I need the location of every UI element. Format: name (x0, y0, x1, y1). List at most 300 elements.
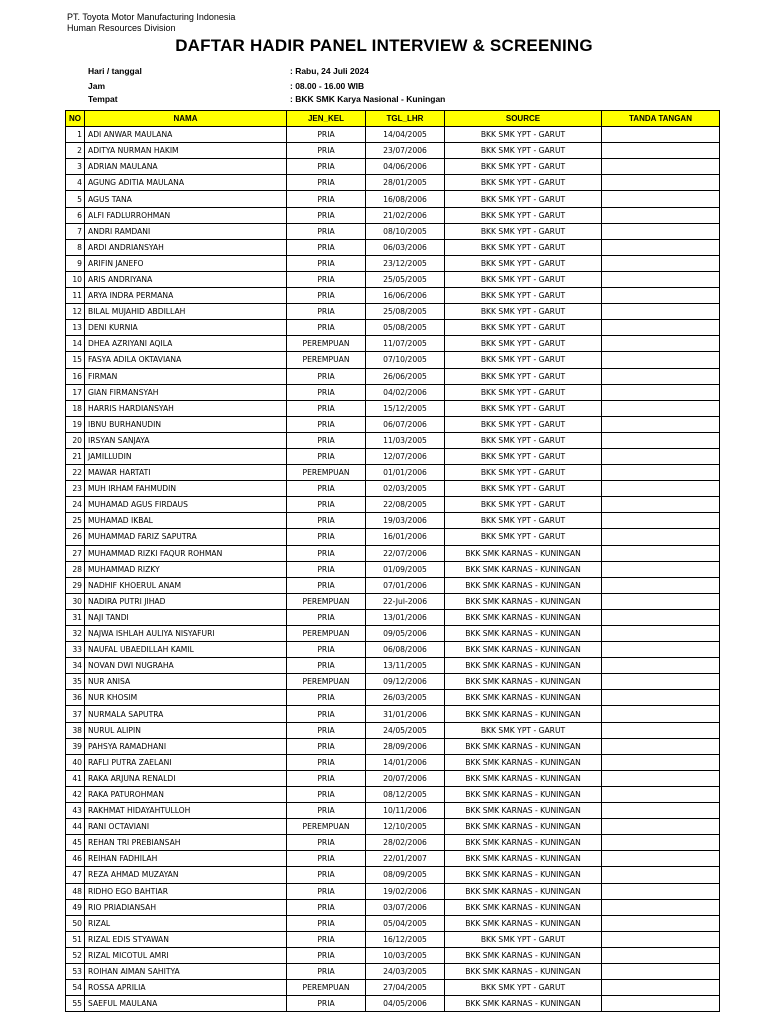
table-row (66, 545, 720, 561)
table-row (66, 996, 720, 1012)
cell-source: BKK SMK KARNAS - KUNINGAN (445, 867, 602, 883)
cell-tanda-tangan (602, 207, 720, 223)
row-number: 28 (66, 561, 85, 577)
cell-source: BKK SMK YPT - GARUT (445, 416, 602, 432)
cell-tgl-lhr: 25/08/2005 (366, 304, 445, 320)
cell-tanda-tangan (602, 143, 720, 159)
cell-tgl-lhr: 14/04/2005 (366, 127, 445, 143)
cell-source: BKK SMK KARNAS - KUNINGAN (445, 947, 602, 963)
cell-tanda-tangan (602, 803, 720, 819)
cell-tgl-lhr: 20/07/2006 (366, 770, 445, 786)
cell-source: BKK SMK KARNAS - KUNINGAN (445, 609, 602, 625)
table-row (66, 529, 720, 545)
table-row (66, 931, 720, 947)
table-row (66, 786, 720, 802)
cell-nama: ADRIAN MAULANA (85, 159, 287, 175)
row-number: 11 (66, 288, 85, 304)
cell-nama: BILAL MUJAHID ABDILLAH (85, 304, 287, 320)
row-number: 48 (66, 883, 85, 899)
row-number: 29 (66, 577, 85, 593)
cell-nama: NAJI TANDI (85, 609, 287, 625)
cell-tgl-lhr: 24/03/2005 (366, 963, 445, 979)
cell-tgl-lhr: 05/08/2005 (366, 320, 445, 336)
row-number: 51 (66, 931, 85, 947)
cell-jen-kel: PRIA (287, 754, 366, 770)
cell-tanda-tangan (602, 996, 720, 1012)
table-row (66, 851, 720, 867)
cell-jen-kel: PRIA (287, 915, 366, 931)
company-name: PT. Toyota Motor Manufacturing Indonesia (67, 12, 236, 22)
table-row (66, 561, 720, 577)
cell-jen-kel: PRIA (287, 191, 366, 207)
table-row (66, 626, 720, 642)
cell-jen-kel: PEREMPUAN (287, 626, 366, 642)
row-number: 19 (66, 416, 85, 432)
cell-nama: PAHSYA RAMADHANI (85, 738, 287, 754)
row-number: 33 (66, 642, 85, 658)
col-header-source: SOURCE (445, 111, 602, 127)
table-row (66, 947, 720, 963)
cell-source: BKK SMK YPT - GARUT (445, 931, 602, 947)
cell-jen-kel: PRIA (287, 127, 366, 143)
row-number: 55 (66, 996, 85, 1012)
cell-tgl-lhr: 16/08/2006 (366, 191, 445, 207)
cell-nama: MUH IRHAM FAHMUDIN (85, 481, 287, 497)
cell-nama: ADITYA NURMAN HAKIM (85, 143, 287, 159)
col-header-no: NO (66, 111, 85, 127)
cell-tanda-tangan (602, 159, 720, 175)
cell-tgl-lhr: 08/10/2005 (366, 223, 445, 239)
cell-tgl-lhr: 12/10/2005 (366, 819, 445, 835)
cell-jen-kel: PRIA (287, 786, 366, 802)
cell-nama: RIZAL EDIS STYAWAN (85, 931, 287, 947)
cell-tgl-lhr: 16/12/2005 (366, 931, 445, 947)
table-row (66, 899, 720, 915)
cell-nama: RIZAL MICOTUL AMRI (85, 947, 287, 963)
cell-tanda-tangan (602, 223, 720, 239)
cell-tanda-tangan (602, 513, 720, 529)
col-header-tgl-lhr: TGL_LHR (366, 111, 445, 127)
cell-nama: NUR ANISA (85, 674, 287, 690)
cell-jen-kel: PRIA (287, 690, 366, 706)
cell-jen-kel: PRIA (287, 867, 366, 883)
cell-tanda-tangan (602, 947, 720, 963)
cell-tgl-lhr: 04/02/2006 (366, 384, 445, 400)
cell-tanda-tangan (602, 819, 720, 835)
cell-source: BKK SMK KARNAS - KUNINGAN (445, 577, 602, 593)
cell-jen-kel: PRIA (287, 223, 366, 239)
row-number: 36 (66, 690, 85, 706)
table-row (66, 915, 720, 931)
cell-tanda-tangan (602, 722, 720, 738)
cell-source: BKK SMK KARNAS - KUNINGAN (445, 996, 602, 1012)
cell-nama: SAEFUL MAULANA (85, 996, 287, 1012)
cell-jen-kel: PRIA (287, 658, 366, 674)
cell-tgl-lhr: 28/02/2006 (366, 835, 445, 851)
cell-source: BKK SMK KARNAS - KUNINGAN (445, 626, 602, 642)
table-row (66, 400, 720, 416)
info-value: : Rabu, 24 Juli 2024 (290, 66, 369, 76)
row-number: 42 (66, 786, 85, 802)
cell-jen-kel: PRIA (287, 481, 366, 497)
cell-tgl-lhr: 15/12/2005 (366, 400, 445, 416)
cell-source: BKK SMK YPT - GARUT (445, 481, 602, 497)
col-header-jen-kel: JEN_KEL (287, 111, 366, 127)
row-number: 8 (66, 239, 85, 255)
cell-tanda-tangan (602, 706, 720, 722)
table-row (66, 577, 720, 593)
cell-jen-kel: PRIA (287, 642, 366, 658)
cell-source: BKK SMK YPT - GARUT (445, 288, 602, 304)
cell-nama: ARYA INDRA PERMANA (85, 288, 287, 304)
cell-tanda-tangan (602, 609, 720, 625)
cell-jen-kel: PRIA (287, 931, 366, 947)
row-number: 39 (66, 738, 85, 754)
table-row (66, 593, 720, 609)
cell-tgl-lhr: 05/04/2005 (366, 915, 445, 931)
table-row (66, 271, 720, 287)
row-number: 23 (66, 481, 85, 497)
cell-jen-kel: PRIA (287, 996, 366, 1012)
cell-jen-kel: PRIA (287, 432, 366, 448)
cell-source: BKK SMK YPT - GARUT (445, 513, 602, 529)
cell-source: BKK SMK KARNAS - KUNINGAN (445, 803, 602, 819)
cell-source: BKK SMK YPT - GARUT (445, 432, 602, 448)
cell-tgl-lhr: 22/07/2006 (366, 545, 445, 561)
cell-tanda-tangan (602, 529, 720, 545)
cell-tgl-lhr: 22/01/2007 (366, 851, 445, 867)
cell-nama: NADIRA PUTRI JIHAD (85, 593, 287, 609)
cell-tgl-lhr: 04/06/2006 (366, 159, 445, 175)
cell-tgl-lhr: 13/11/2005 (366, 658, 445, 674)
cell-jen-kel: PEREMPUAN (287, 593, 366, 609)
table-row (66, 127, 720, 143)
table-row (66, 803, 720, 819)
col-header-nama: NAMA (85, 111, 287, 127)
table-row (66, 416, 720, 432)
cell-tgl-lhr: 13/01/2006 (366, 609, 445, 625)
table-row (66, 481, 720, 497)
cell-nama: ALFI FADLURROHMAN (85, 207, 287, 223)
row-number: 20 (66, 432, 85, 448)
info-label: Jam (88, 81, 106, 91)
row-number: 44 (66, 819, 85, 835)
cell-tanda-tangan (602, 593, 720, 609)
cell-source: BKK SMK KARNAS - KUNINGAN (445, 561, 602, 577)
row-number: 18 (66, 400, 85, 416)
table-row (66, 770, 720, 786)
cell-tanda-tangan (602, 786, 720, 802)
cell-source: BKK SMK YPT - GARUT (445, 255, 602, 271)
cell-tanda-tangan (602, 915, 720, 931)
cell-nama: RAKHMAT HIDAYAHTULLOH (85, 803, 287, 819)
cell-nama: NADHIF KHOERUL ANAM (85, 577, 287, 593)
cell-jen-kel: PRIA (287, 288, 366, 304)
cell-nama: REHAN TRI PREBIANSAH (85, 835, 287, 851)
row-number: 15 (66, 352, 85, 368)
cell-tgl-lhr: 21/02/2006 (366, 207, 445, 223)
cell-nama: NUR KHOSIM (85, 690, 287, 706)
cell-source: BKK SMK KARNAS - KUNINGAN (445, 899, 602, 915)
cell-source: BKK SMK YPT - GARUT (445, 175, 602, 191)
table-row (66, 674, 720, 690)
cell-jen-kel: PEREMPUAN (287, 465, 366, 481)
cell-nama: FIRMAN (85, 368, 287, 384)
cell-tanda-tangan (602, 738, 720, 754)
row-number: 2 (66, 143, 85, 159)
table-header-row (66, 111, 720, 127)
cell-source: BKK SMK YPT - GARUT (445, 722, 602, 738)
cell-nama: NAJWA ISHLAH AULIYA NISYAFURI (85, 626, 287, 642)
cell-jen-kel: PRIA (287, 368, 366, 384)
row-number: 27 (66, 545, 85, 561)
cell-jen-kel: PRIA (287, 497, 366, 513)
cell-tgl-lhr: 26/06/2005 (366, 368, 445, 384)
cell-source: BKK SMK YPT - GARUT (445, 320, 602, 336)
cell-jen-kel: PEREMPUAN (287, 674, 366, 690)
cell-jen-kel: PRIA (287, 159, 366, 175)
cell-nama: NURMALA SAPUTRA (85, 706, 287, 722)
cell-tanda-tangan (602, 770, 720, 786)
cell-tgl-lhr: 09/05/2006 (366, 626, 445, 642)
cell-jen-kel: PRIA (287, 722, 366, 738)
col-header-tanda-tangan: TANDA TANGAN (602, 111, 720, 127)
cell-nama: NURUL ALIPIN (85, 722, 287, 738)
cell-tgl-lhr: 23/07/2006 (366, 143, 445, 159)
cell-nama: MUHAMMAD RIZKI FAQUR ROHMAN (85, 545, 287, 561)
table-row (66, 819, 720, 835)
table-row (66, 867, 720, 883)
cell-nama: RANI OCTAVIANI (85, 819, 287, 835)
cell-nama: DHEA AZRIYANI AQILA (85, 336, 287, 352)
cell-source: BKK SMK YPT - GARUT (445, 223, 602, 239)
cell-source: BKK SMK YPT - GARUT (445, 304, 602, 320)
cell-jen-kel: PRIA (287, 400, 366, 416)
cell-tgl-lhr: 22/08/2005 (366, 497, 445, 513)
cell-tgl-lhr: 31/01/2006 (366, 706, 445, 722)
table-row (66, 336, 720, 352)
table-row (66, 175, 720, 191)
cell-source: BKK SMK KARNAS - KUNINGAN (445, 915, 602, 931)
cell-nama: ROSSA APRILIA (85, 980, 287, 996)
cell-nama: ARIFIN JANEFO (85, 255, 287, 271)
table-row (66, 497, 720, 513)
cell-nama: RAKA ARJUNA RENALDI (85, 770, 287, 786)
cell-tanda-tangan (602, 320, 720, 336)
cell-tanda-tangan (602, 416, 720, 432)
cell-tanda-tangan (602, 867, 720, 883)
cell-nama: GIAN FIRMANSYAH (85, 384, 287, 400)
table-row (66, 239, 720, 255)
cell-jen-kel: PEREMPUAN (287, 819, 366, 835)
row-number: 46 (66, 851, 85, 867)
table-row (66, 159, 720, 175)
cell-tgl-lhr: 02/03/2005 (366, 481, 445, 497)
row-number: 31 (66, 609, 85, 625)
cell-source: BKK SMK YPT - GARUT (445, 336, 602, 352)
cell-tanda-tangan (602, 690, 720, 706)
cell-tanda-tangan (602, 352, 720, 368)
cell-source: BKK SMK KARNAS - KUNINGAN (445, 754, 602, 770)
cell-tanda-tangan (602, 561, 720, 577)
row-number: 34 (66, 658, 85, 674)
attendance-table (65, 110, 720, 1012)
table-row (66, 738, 720, 754)
cell-tanda-tangan (602, 899, 720, 915)
cell-jen-kel: PRIA (287, 561, 366, 577)
cell-source: BKK SMK KARNAS - KUNINGAN (445, 642, 602, 658)
cell-nama: RAFLI PUTRA ZAELANI (85, 754, 287, 770)
cell-nama: MUHAMMAD FARIZ SAPUTRA (85, 529, 287, 545)
cell-jen-kel: PRIA (287, 963, 366, 979)
table-row (66, 191, 720, 207)
cell-tgl-lhr: 07/10/2005 (366, 352, 445, 368)
cell-jen-kel: PRIA (287, 255, 366, 271)
cell-nama: ROIHAN AIMAN SAHITYA (85, 963, 287, 979)
cell-tanda-tangan (602, 754, 720, 770)
table-row (66, 352, 720, 368)
cell-tanda-tangan (602, 448, 720, 464)
cell-source: BKK SMK KARNAS - KUNINGAN (445, 706, 602, 722)
cell-jen-kel: PRIA (287, 175, 366, 191)
cell-source: BKK SMK YPT - GARUT (445, 529, 602, 545)
cell-jen-kel: PRIA (287, 851, 366, 867)
cell-tgl-lhr: 01/09/2005 (366, 561, 445, 577)
cell-tanda-tangan (602, 963, 720, 979)
cell-nama: MUHAMMAD RIZKY (85, 561, 287, 577)
row-number: 14 (66, 336, 85, 352)
cell-nama: ADI ANWAR MAULANA (85, 127, 287, 143)
cell-source: BKK SMK YPT - GARUT (445, 368, 602, 384)
cell-source: BKK SMK KARNAS - KUNINGAN (445, 658, 602, 674)
row-number: 41 (66, 770, 85, 786)
row-number: 52 (66, 947, 85, 963)
table-row (66, 963, 720, 979)
row-number: 37 (66, 706, 85, 722)
cell-source: BKK SMK YPT - GARUT (445, 127, 602, 143)
cell-tgl-lhr: 11/03/2005 (366, 432, 445, 448)
cell-tanda-tangan (602, 545, 720, 561)
cell-source: BKK SMK KARNAS - KUNINGAN (445, 786, 602, 802)
cell-jen-kel: PRIA (287, 416, 366, 432)
cell-tanda-tangan (602, 980, 720, 996)
table-row (66, 255, 720, 271)
row-number: 32 (66, 626, 85, 642)
row-number: 50 (66, 915, 85, 931)
cell-tanda-tangan (602, 481, 720, 497)
cell-jen-kel: PRIA (287, 706, 366, 722)
table-row (66, 609, 720, 625)
table-row (66, 465, 720, 481)
row-number: 13 (66, 320, 85, 336)
cell-nama: RIDHO EGO BAHTIAR (85, 883, 287, 899)
cell-tgl-lhr: 08/09/2005 (366, 867, 445, 883)
cell-source: BKK SMK KARNAS - KUNINGAN (445, 883, 602, 899)
cell-tgl-lhr: 10/03/2005 (366, 947, 445, 963)
cell-jen-kel: PRIA (287, 529, 366, 545)
cell-tgl-lhr: 26/03/2005 (366, 690, 445, 706)
cell-nama: FASYA ADILA OKTAVIANA (85, 352, 287, 368)
cell-source: BKK SMK YPT - GARUT (445, 400, 602, 416)
cell-tgl-lhr: 11/07/2005 (366, 336, 445, 352)
table-row (66, 513, 720, 529)
cell-jen-kel: PRIA (287, 545, 366, 561)
table-row (66, 980, 720, 996)
cell-tgl-lhr: 10/11/2006 (366, 803, 445, 819)
cell-jen-kel: PRIA (287, 770, 366, 786)
cell-jen-kel: PRIA (287, 320, 366, 336)
cell-jen-kel: PRIA (287, 384, 366, 400)
row-number: 3 (66, 159, 85, 175)
table-row (66, 722, 720, 738)
row-number: 4 (66, 175, 85, 191)
cell-source: BKK SMK YPT - GARUT (445, 980, 602, 996)
table-row (66, 642, 720, 658)
table-row (66, 304, 720, 320)
table-row (66, 288, 720, 304)
cell-jen-kel: PRIA (287, 577, 366, 593)
cell-nama: RAKA PATUROHMAN (85, 786, 287, 802)
cell-source: BKK SMK KARNAS - KUNINGAN (445, 819, 602, 835)
cell-tgl-lhr: 06/08/2006 (366, 642, 445, 658)
row-number: 25 (66, 513, 85, 529)
cell-tanda-tangan (602, 175, 720, 191)
row-number: 54 (66, 980, 85, 996)
cell-tanda-tangan (602, 851, 720, 867)
cell-source: BKK SMK YPT - GARUT (445, 465, 602, 481)
cell-tanda-tangan (602, 432, 720, 448)
table-row (66, 223, 720, 239)
row-number: 53 (66, 963, 85, 979)
cell-tanda-tangan (602, 191, 720, 207)
cell-source: BKK SMK YPT - GARUT (445, 448, 602, 464)
cell-tanda-tangan (602, 577, 720, 593)
cell-jen-kel: PRIA (287, 448, 366, 464)
cell-tanda-tangan (602, 255, 720, 271)
cell-tanda-tangan (602, 288, 720, 304)
row-number: 24 (66, 497, 85, 513)
info-value: : 08.00 - 16.00 WIB (290, 81, 365, 91)
cell-nama: HARRIS HARDIANSYAH (85, 400, 287, 416)
cell-nama: ARDI ANDRIANSYAH (85, 239, 287, 255)
cell-source: BKK SMK KARNAS - KUNINGAN (445, 674, 602, 690)
cell-tanda-tangan (602, 642, 720, 658)
table-row (66, 320, 720, 336)
cell-tgl-lhr: 25/05/2005 (366, 271, 445, 287)
cell-nama: RIO PRIADIANSAH (85, 899, 287, 915)
cell-tgl-lhr: 19/03/2006 (366, 513, 445, 529)
cell-source: BKK SMK YPT - GARUT (445, 352, 602, 368)
table-row (66, 143, 720, 159)
cell-tanda-tangan (602, 384, 720, 400)
cell-source: BKK SMK KARNAS - KUNINGAN (445, 963, 602, 979)
cell-jen-kel: PEREMPUAN (287, 980, 366, 996)
cell-tgl-lhr: 14/01/2006 (366, 754, 445, 770)
cell-nama: MUHAMAD AGUS FIRDAUS (85, 497, 287, 513)
cell-jen-kel: PRIA (287, 143, 366, 159)
cell-tgl-lhr: 12/07/2006 (366, 448, 445, 464)
cell-jen-kel: PRIA (287, 899, 366, 915)
cell-jen-kel: PRIA (287, 304, 366, 320)
cell-tgl-lhr: 16/06/2006 (366, 288, 445, 304)
cell-source: BKK SMK YPT - GARUT (445, 159, 602, 175)
cell-source: BKK SMK KARNAS - KUNINGAN (445, 770, 602, 786)
cell-jen-kel: PRIA (287, 271, 366, 287)
cell-tgl-lhr: 16/01/2006 (366, 529, 445, 545)
row-number: 49 (66, 899, 85, 915)
cell-tanda-tangan (602, 883, 720, 899)
cell-tanda-tangan (602, 271, 720, 287)
